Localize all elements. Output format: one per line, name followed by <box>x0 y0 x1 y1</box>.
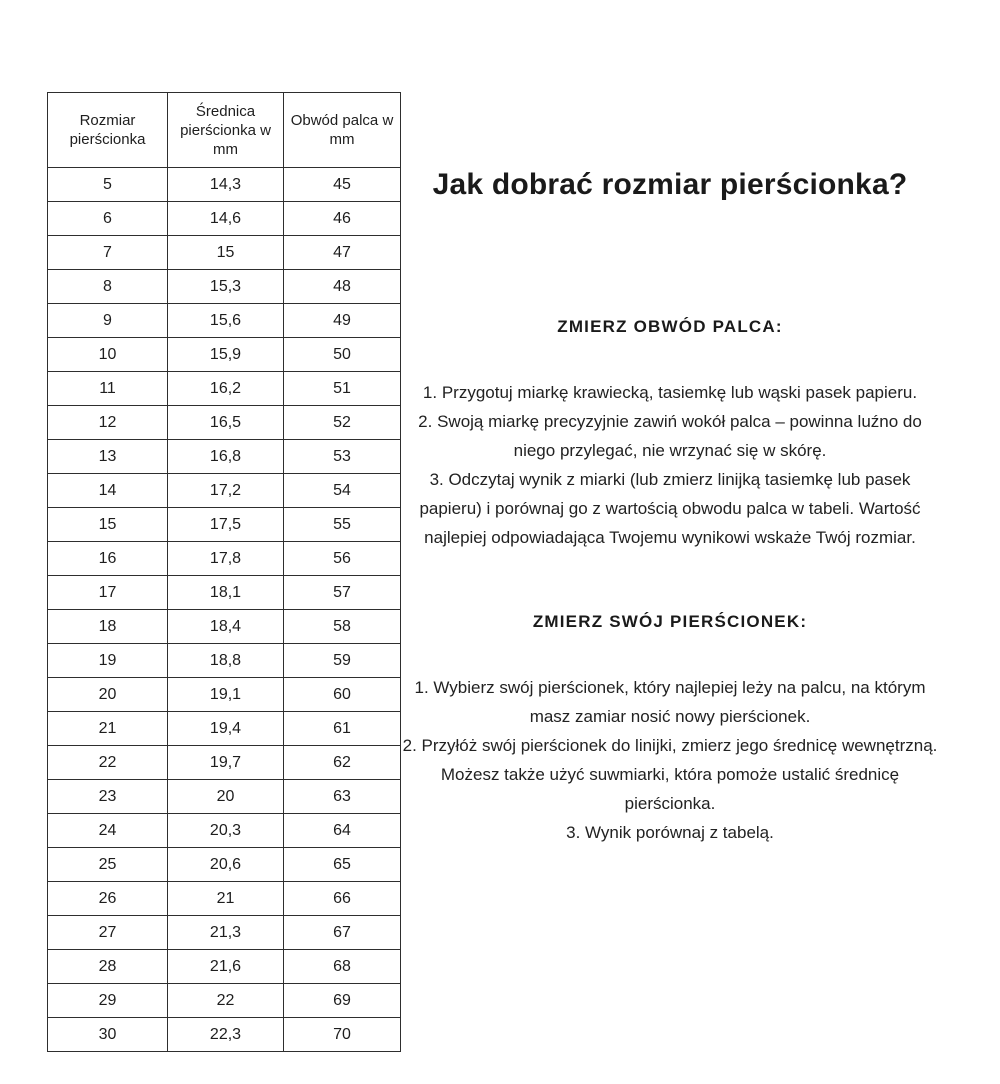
table-cell: 27 <box>48 916 168 950</box>
table-cell: 17,8 <box>168 542 284 576</box>
ring-size-table <box>47 92 401 1052</box>
table-cell: 50 <box>284 338 401 372</box>
table-row <box>48 202 401 236</box>
table-cell: 9 <box>48 304 168 338</box>
table-row <box>48 372 401 406</box>
table-cell: 20,6 <box>168 848 284 882</box>
table-cell: 67 <box>284 916 401 950</box>
table-cell: 16,8 <box>168 440 284 474</box>
table-cell: 25 <box>48 848 168 882</box>
table-cell: 54 <box>284 474 401 508</box>
header-ring-size: Rozmiar pierścionka <box>48 93 168 168</box>
table-cell: 29 <box>48 984 168 1018</box>
table-cell: 7 <box>48 236 168 270</box>
table-row <box>48 848 401 882</box>
table-cell: 22 <box>168 984 284 1018</box>
table-row <box>48 610 401 644</box>
table-cell: 68 <box>284 950 401 984</box>
table-cell: 5 <box>48 168 168 202</box>
table-header-row <box>48 93 401 168</box>
table-cell: 20 <box>168 780 284 814</box>
table-cell: 12 <box>48 406 168 440</box>
table-row <box>48 644 401 678</box>
table-row <box>48 814 401 848</box>
table-cell: 61 <box>284 712 401 746</box>
table-cell: 15,3 <box>168 270 284 304</box>
table-cell: 56 <box>284 542 401 576</box>
table-cell: 11 <box>48 372 168 406</box>
table-cell: 24 <box>48 814 168 848</box>
instruction-item: 3. Wynik porównaj z tabelą. <box>566 823 774 842</box>
table-row <box>48 1018 401 1052</box>
instruction-item: 2. Swoją miarkę precyzyjnie zawiń wokół palca – powinna luźno do niego przylegać, nie wrzynać się w skórę. <box>418 412 922 460</box>
section-items-measure-finger <box>398 378 942 552</box>
table-row <box>48 304 401 338</box>
section-heading-measure-ring: ZMIERZ SWÓJ PIERŚCIONEK: <box>532 612 808 631</box>
table-cell: 15,6 <box>168 304 284 338</box>
table-cell: 18,8 <box>168 644 284 678</box>
table-cell: 16 <box>48 542 168 576</box>
table-row <box>48 984 401 1018</box>
table-cell: 59 <box>284 644 401 678</box>
table-cell: 46 <box>284 202 401 236</box>
ring-size-table-header <box>48 93 401 168</box>
table-cell: 15 <box>48 508 168 542</box>
table-row <box>48 712 401 746</box>
table-cell: 8 <box>48 270 168 304</box>
table-row <box>48 440 401 474</box>
table-cell: 69 <box>284 984 401 1018</box>
table-cell: 21,3 <box>168 916 284 950</box>
table-cell: 51 <box>284 372 401 406</box>
table-cell: 57 <box>284 576 401 610</box>
table-cell: 66 <box>284 882 401 916</box>
table-row <box>48 576 401 610</box>
table-cell: 18,4 <box>168 610 284 644</box>
table-cell: 28 <box>48 950 168 984</box>
ring-size-table-body <box>48 168 401 1052</box>
table-row <box>48 168 401 202</box>
table-cell: 19,4 <box>168 712 284 746</box>
table-cell: 23 <box>48 780 168 814</box>
table-cell: 20,3 <box>168 814 284 848</box>
table-cell: 19 <box>48 644 168 678</box>
table-row <box>48 406 401 440</box>
table-row <box>48 678 401 712</box>
table-row <box>48 236 401 270</box>
table-row <box>48 338 401 372</box>
table-cell: 21 <box>168 882 284 916</box>
section-heading-measure-finger: ZMIERZ OBWÓD PALCA: <box>557 317 783 336</box>
table-cell: 20 <box>48 678 168 712</box>
table-cell: 17 <box>48 576 168 610</box>
table-cell: 18 <box>48 610 168 644</box>
table-cell: 17,5 <box>168 508 284 542</box>
instructions-panel <box>398 166 942 847</box>
table-row <box>48 542 401 576</box>
table-cell: 48 <box>284 270 401 304</box>
table-cell: 22 <box>48 746 168 780</box>
table-row <box>48 882 401 916</box>
table-cell: 16,2 <box>168 372 284 406</box>
table-cell: 15,9 <box>168 338 284 372</box>
table-cell: 60 <box>284 678 401 712</box>
table-cell: 19,7 <box>168 746 284 780</box>
table-cell: 21 <box>48 712 168 746</box>
table-cell: 62 <box>284 746 401 780</box>
table-cell: 10 <box>48 338 168 372</box>
table-cell: 6 <box>48 202 168 236</box>
table-cell: 70 <box>284 1018 401 1052</box>
instruction-item: 1. Wybierz swój pierścionek, który najlepiej leży na palcu, na którym masz zamiar nosić nowy pierścionek. <box>414 678 926 726</box>
header-ring-diameter: Średnica pierścionka w mm <box>168 93 284 168</box>
table-cell: 58 <box>284 610 401 644</box>
table-cell: 26 <box>48 882 168 916</box>
table-cell: 21,6 <box>168 950 284 984</box>
table-cell: 18,1 <box>168 576 284 610</box>
table-cell: 30 <box>48 1018 168 1052</box>
table-row <box>48 746 401 780</box>
table-row <box>48 950 401 984</box>
page-title: Jak dobrać rozmiar pierścionka? <box>432 168 908 201</box>
table-cell: 49 <box>284 304 401 338</box>
table-cell: 45 <box>284 168 401 202</box>
table-cell: 22,3 <box>168 1018 284 1052</box>
instruction-item: 2. Przyłóż swój pierścionek do linijki, zmierz jego średnicę wewnętrzną. Możesz także użyć suwmiarki, która pomoże ustalić średnicę pierścionka. <box>402 736 938 813</box>
table-cell: 55 <box>284 508 401 542</box>
table-cell: 15 <box>168 236 284 270</box>
instruction-item: 3. Odczytaj wynik z miarki (lub zmierz linijką tasiemkę lub pasek papieru) i porównaj go z wartością obwodu palca w tabeli. Wartość najlepiej odpowiadająca Twojemu wynikowi wskaże Twój rozmiar. <box>419 470 921 547</box>
table-cell: 19,1 <box>168 678 284 712</box>
table-cell: 65 <box>284 848 401 882</box>
header-finger-circumference: Obwód palca w mm <box>284 93 401 168</box>
table-cell: 52 <box>284 406 401 440</box>
table-row <box>48 508 401 542</box>
table-cell: 64 <box>284 814 401 848</box>
section-items-measure-ring <box>398 673 942 847</box>
table-row <box>48 916 401 950</box>
table-row <box>48 474 401 508</box>
table-cell: 16,5 <box>168 406 284 440</box>
table-cell: 53 <box>284 440 401 474</box>
table-cell: 14 <box>48 474 168 508</box>
table-cell: 14,6 <box>168 202 284 236</box>
instruction-item: 1. Przygotuj miarkę krawiecką, tasiemkę lub wąski pasek papieru. <box>422 383 918 402</box>
table-cell: 13 <box>48 440 168 474</box>
table-cell: 47 <box>284 236 401 270</box>
table-cell: 14,3 <box>168 168 284 202</box>
table-cell: 17,2 <box>168 474 284 508</box>
table-cell: 63 <box>284 780 401 814</box>
table-row <box>48 780 401 814</box>
table-row <box>48 270 401 304</box>
